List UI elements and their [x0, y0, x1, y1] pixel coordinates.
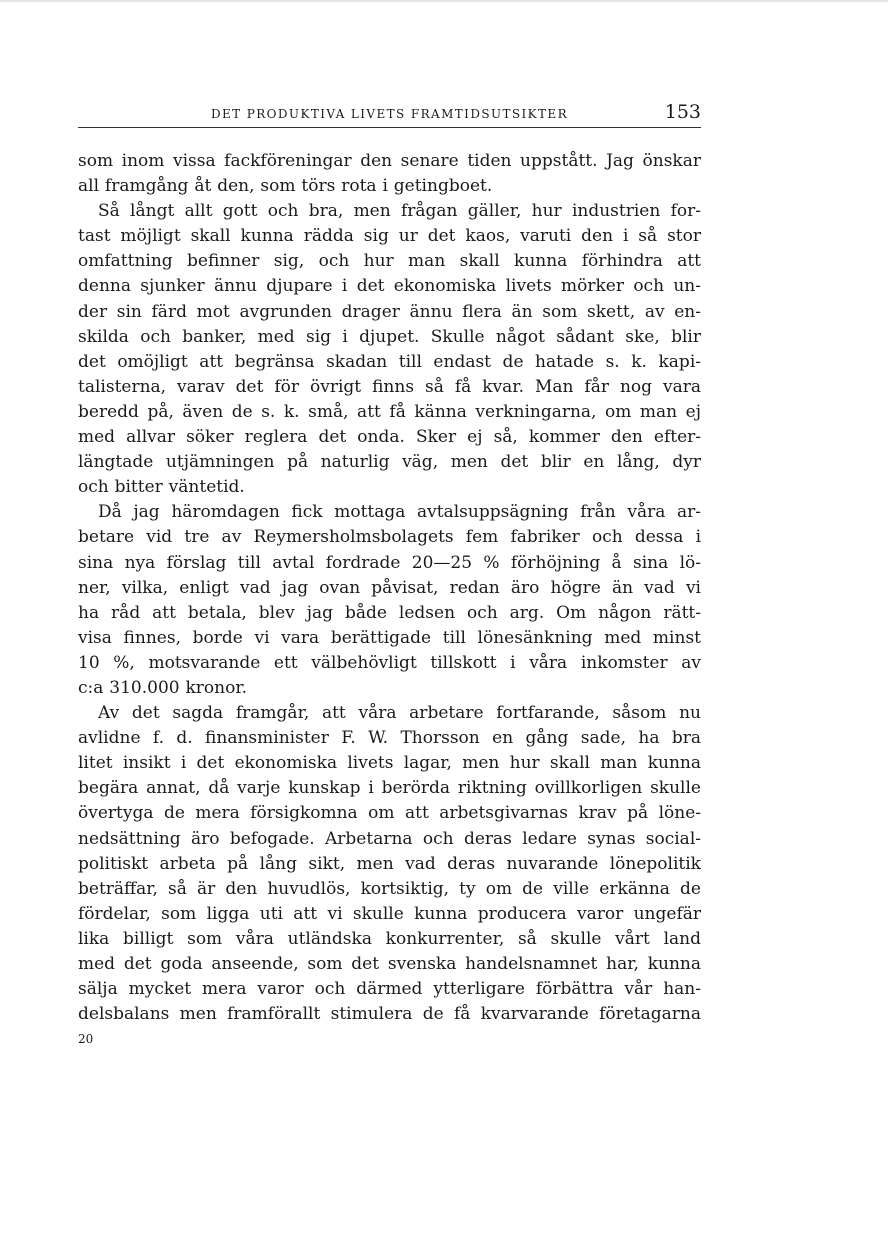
- text-line: skilda och banker, med sig i djupet. Skulle något sådant ske, blir: [78, 326, 701, 347]
- text-line: beredd på, även de s. k. små, att få känna verkningarna, om man ej: [78, 401, 701, 422]
- text-line: med det goda anseende, som det svenska handelsnamnet har, kunna: [78, 954, 701, 974]
- text-line: sina nya förslag till avtal fordrade 20—25 % förhöjning å sina lö-: [78, 552, 701, 573]
- text-line: denna sjunker ännu djupare i det ekonomiska livets mörker och un-: [78, 276, 701, 297]
- text-line: fördelar, som ligga uti att vi skulle kunna producera varor ungefär: [78, 903, 701, 924]
- running-header: [78, 101, 701, 128]
- text-line: politiskt arbeta på lång sikt, men vad deras nuvarande lönepolitik: [78, 853, 701, 874]
- text-line: ner, vilka, enligt vad jag ovan påvisat, redan äro högre än vad vi: [78, 577, 701, 598]
- text-line: sälja mycket mera varor och därmed ytterligare förbättra vår han-: [78, 979, 701, 1000]
- text-line: Då jag häromdagen fick mottaga avtalsuppsägning från våra ar-: [98, 502, 701, 523]
- text-line: och bitter väntetid.: [78, 477, 245, 498]
- text-line: avlidne f. d. finansminister F. W. Thorsson en gång sade, ha bra: [78, 728, 701, 749]
- text-line: beträffar, så är den huvudlös, kortsiktig, ty om de ville erkänna de: [78, 878, 701, 899]
- sheet-signature: 20: [78, 1032, 94, 1046]
- text-line: övertyga de mera försigkomna om att arbetsgivarnas krav på löne-: [78, 803, 701, 824]
- text-line: c:a 310.000 kronor.: [78, 677, 247, 698]
- text-line: det omöjligt att begränsa skadan till endast de hatade s. k. kapi-: [78, 351, 701, 372]
- text-line: all framgång åt den, som törs rota i getingboet.: [78, 176, 493, 197]
- text-line: längtade utjämningen på naturlig väg, men det blir en lång, dyr: [78, 452, 701, 473]
- running-title: DET PRODUKTIVA LIVETS FRAMTIDSUTSIKTER: [210, 107, 569, 121]
- text-line: tast möjligt skall kunna rädda sig ur det kaos, varuti den i så stor: [78, 226, 701, 247]
- text-line: litet insikt i det ekonomiska livets lagar, men hur skall man kunna: [78, 753, 701, 774]
- text-line: begära annat, då varje kunskap i berörda riktning ovillkorligen skulle: [78, 778, 701, 799]
- text-line: lika billigt som våra utländska konkurrenter, så skulle vårt land: [78, 928, 701, 949]
- page-number: 153: [664, 101, 701, 123]
- page-top-edge: [0, 0, 888, 2]
- text-line: talisterna, varav det för övrigt finns så få kvar. Man får nog vara: [78, 376, 701, 397]
- text-line: 10 %, motsvarande ett välbehövligt tillskott i våra inkomster av: [78, 652, 701, 673]
- text-line: betare vid tre av Reymersholmsbolagets fem fabriker och dessa i: [78, 527, 701, 548]
- text-line: Av det sagda framgår, att våra arbetare fortfarande, såsom nu: [98, 703, 701, 724]
- text-line: delsbalans men framförallt stimulera de få kvarvarande företagarna: [78, 1004, 701, 1025]
- text-line: som inom vissa fackföreningar den senare tiden uppstått. Jag önskar: [78, 151, 701, 171]
- text-line: ha råd att betala, blev jag både ledsen och arg. Om någon rätt-: [78, 602, 701, 623]
- text-line: omfattning befinner sig, och hur man skall kunna förhindra att: [78, 251, 701, 272]
- text-line: der sin färd mot avgrunden drager ännu flera än som skett, av en-: [78, 301, 701, 322]
- text-line: med allvar söker reglera det onda. Sker ej så, kommer den efter-: [78, 427, 701, 448]
- text-line: visa finnes, borde vi vara berättigade till lönesänkning med minst: [78, 627, 701, 648]
- body-text: [78, 149, 701, 1027]
- text-line: nedsättning äro befogade. Arbetarna och deras ledare synas social-: [78, 828, 701, 849]
- text-line: Så långt allt gott och bra, men frågan gäller, hur industrien for-: [98, 201, 701, 222]
